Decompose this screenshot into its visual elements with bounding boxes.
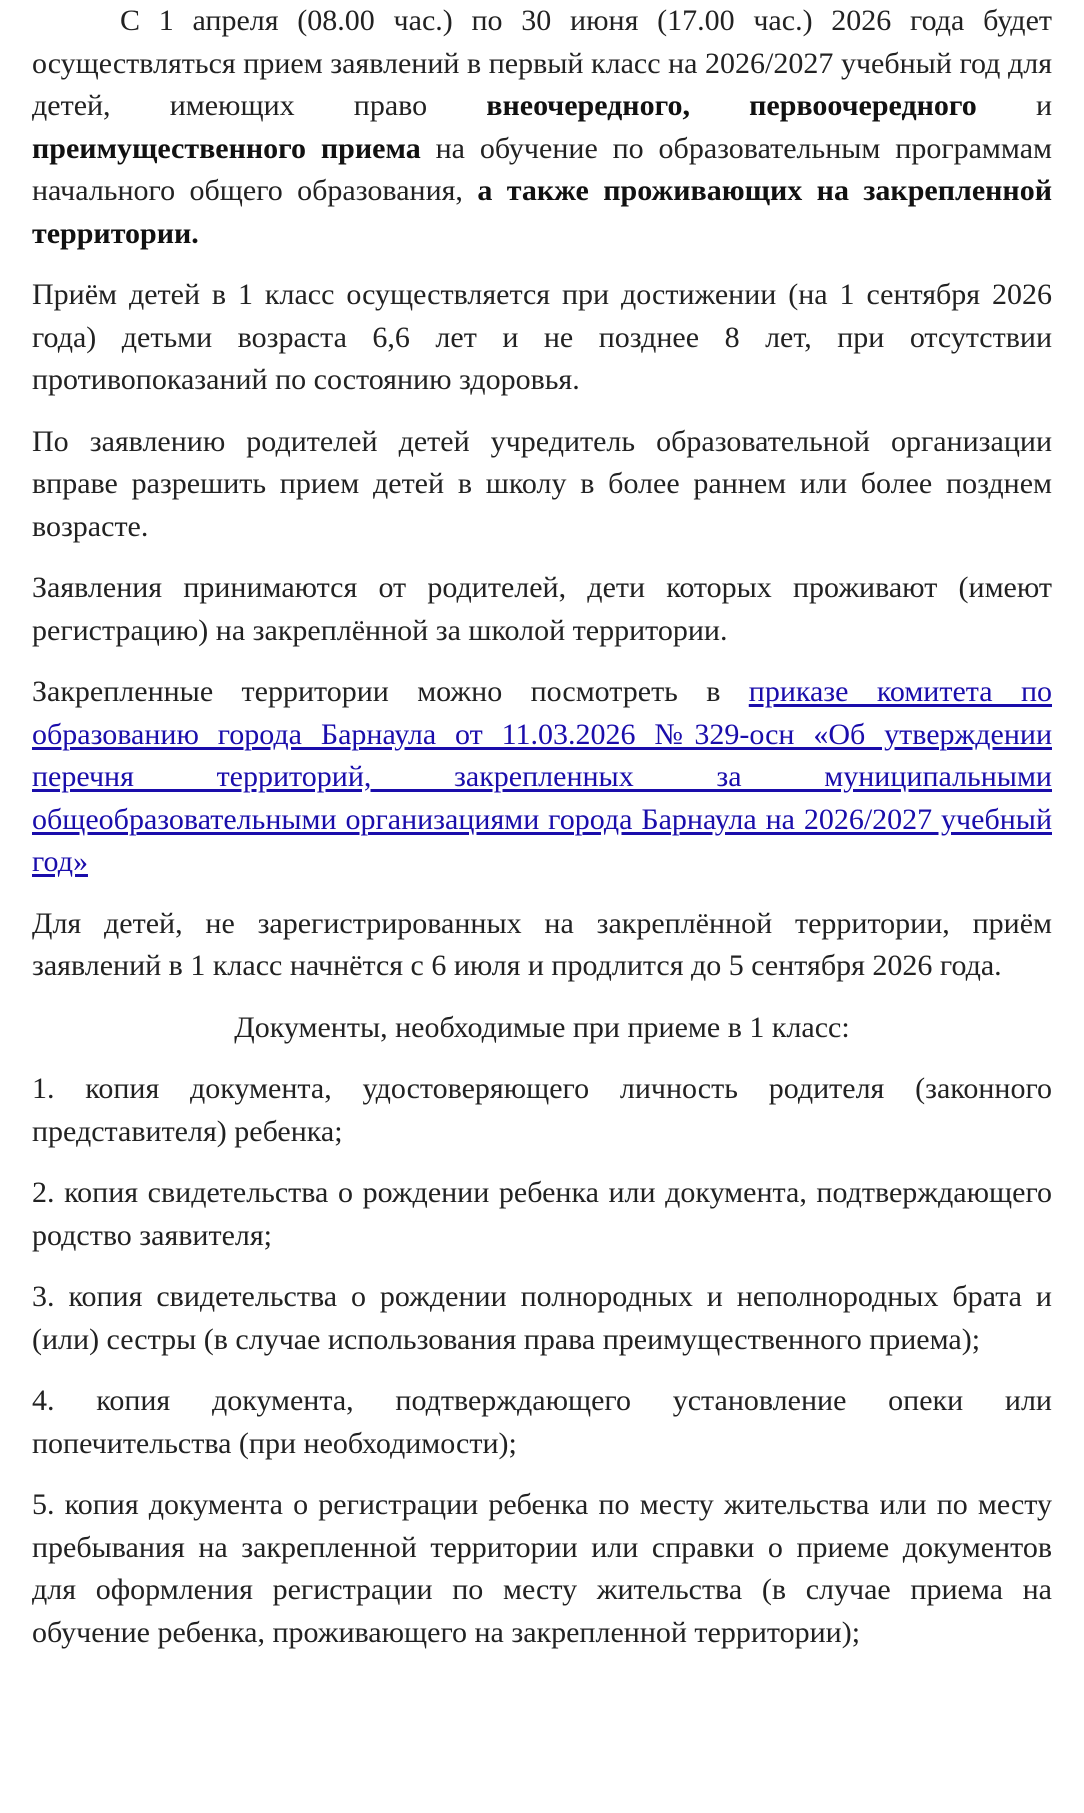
document-item-2: 2. копия свидетельства о рождении ребенка или документа, подтверждающего родство заявителя;: [32, 1176, 1052, 1252]
document-item-5: 5. копия документа о регистрации ребенка по месту жительства или по месту пребывания на закрепленной территории или справки о приеме документов для оформления регистрации по месту жительства (в случае приема на обучение ребенка, проживающего на закрепленной территории);: [32, 1488, 1052, 1649]
intro-bold-priority-1: внеочередного, первоочередного: [486, 89, 977, 122]
territories-paragraph: [32, 671, 1052, 884]
document-item-4: 4. копия документа, подтверждающего установление опеки или попечительства (при необходимости);: [32, 1384, 1052, 1460]
non-registered-paragraph: Для детей, не зарегистрированных на закреплённой территории, приём заявлений в 1 класс начнётся с 6 июля и продлится до 5 сентября 2026 года.: [32, 906, 1052, 982]
intro-text-2: и: [976, 89, 1052, 122]
territories-order-link[interactable]: приказе комитета по образованию города Барнаула от 11.03.2026 №329-осн «Об утверждении перечня территорий, закрепленных за муниципальными общеобразовательными организациями города Барнаула на 2026/2027 учебный год»: [32, 675, 1052, 878]
intro-bold-priority-2: преимущественного приема: [32, 131, 421, 165]
exception-rule-paragraph: По заявлению родителей детей учредитель образовательной организации вправе разрешить прием детей в школу в более раннем или более позднем возрасте.: [32, 424, 1052, 543]
age-rule-paragraph: Приём детей в 1 класс осуществляется при достижении (на 1 сентября 2026 года) детьми возраста 6,6 лет и не позднее 8 лет, при отсутствии противопоказаний по состоянию здоровья.: [32, 278, 1052, 396]
territories-text: Закрепленные территории можно посмотреть в: [32, 675, 749, 708]
document-item-1: 1. копия документа, удостоверяющего личность родителя (законного представителя) ребенка;: [32, 1072, 1052, 1148]
intro-bold-territory: а также проживающих на закрепленной территории.: [32, 174, 1052, 250]
intro-text-3: на обучение по образовательным программам начального общего образования,: [32, 131, 1053, 207]
registration-rule-paragraph: Заявления принимаются от родителей, дети которых проживают (имеют регистрацию) на закреплённой за школой территории.: [32, 571, 1052, 647]
intro-text-1: С 1 апреля (08.00 час.) по 30 июня (17.00 час.) 2026 года будет осуществляться прием заявлений в первый класс на 2026/2027 учебный год для детей, имеющих право: [32, 4, 1052, 122]
document-body: [32, 0, 1052, 1654]
intro-paragraph: [32, 0, 1052, 255]
document-item-3: 3. копия свидетельства о рождении полнородных и неполнородных брата и (или) сестры (в случае использования права преимущественного приема);: [32, 1280, 1052, 1356]
documents-heading: Документы, необходимые при приеме в 1 класс:: [234, 1010, 850, 1044]
